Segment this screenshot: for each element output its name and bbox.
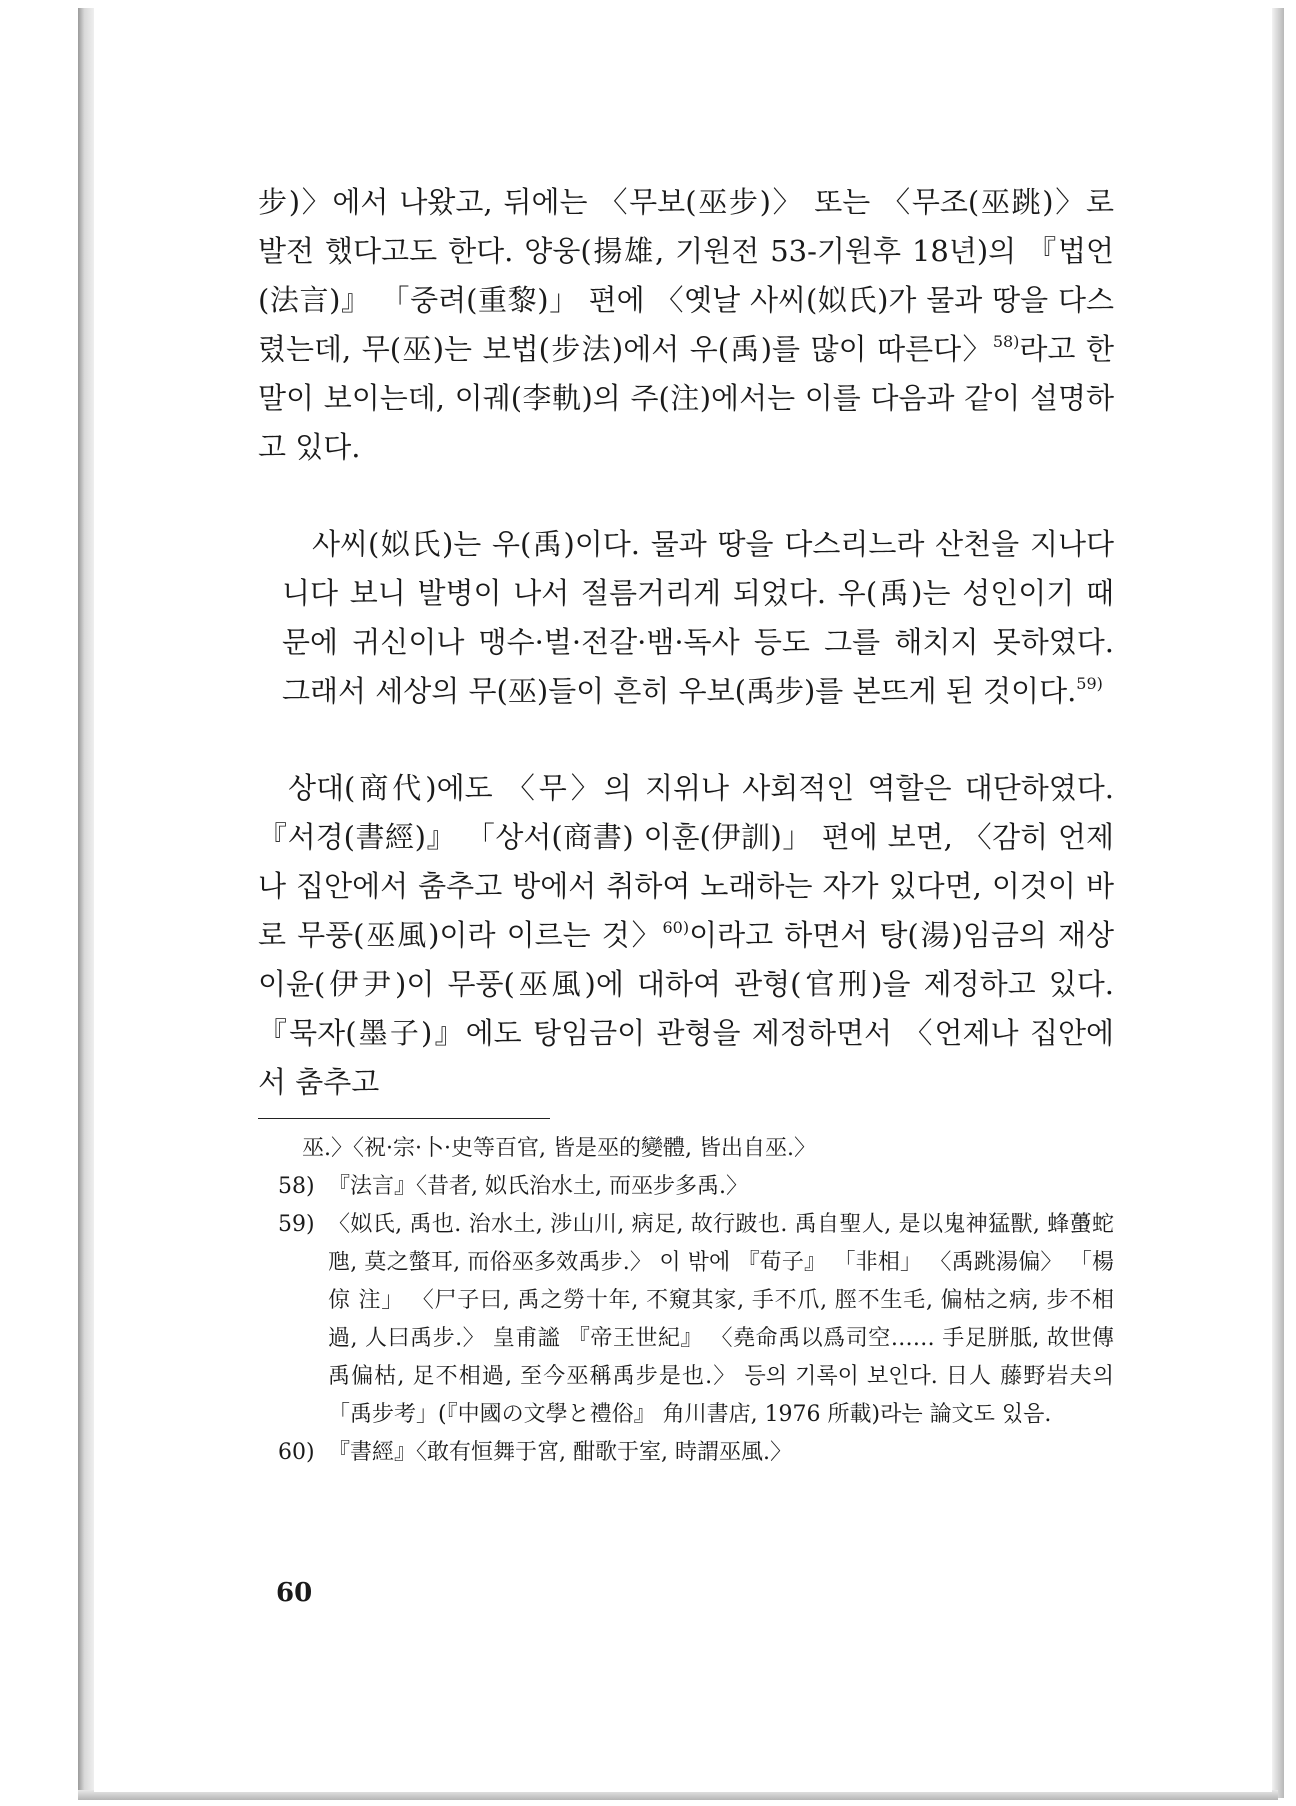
footnote-60 (278, 1434, 1114, 1472)
footnote-text: 〈姒氏, 禹也. 治水土, 涉山川, 病足, 故行跛也. 禹自聖人, 是以鬼神猛獸, 蜂蠆蛇虺, 莫之螫耳, 而俗巫多效禹步.〉 이 밖에 『荀子』 「非相」 〈禹跳湯偏〉 「楊倞 注」 〈尸子曰, 禹之勞十年, 不窺其家, 手不爪, 脛不生毛, 偏枯之病, 步不相過, 人曰禹步.〉 皇甫謐 『帝王世紀』 〈堯命禹以爲司空…… 手足胼胝, 故世傳禹偏枯, 足不相過, 至今巫稱禹步是也.〉 등의 기록이 보인다. 日人 藤野岩夫의 「禹步考」(『中國の文學と禮俗』 角川書店, 1976 所載)라는 論文도 있음. (328, 1212, 1114, 1427)
footnote-text: 『法言』〈昔者, 姒氏治水土, 而巫步多禹.〉 (328, 1174, 748, 1199)
footnote-59 (278, 1206, 1114, 1434)
body-paragraph-2 (258, 764, 1114, 1107)
paragraph-1-text-a: 步)〉에서 나왔고, 뒤에는 〈무보(巫步)〉 또는 〈무조(巫跳)〉로 발전 했다고도 한다. 양웅(揚雄, 기원전 53-기원후 18년)의 『법언(法言)』 「중려(重黎)」 편에 〈옛날 사씨(姒氏)가 물과 땅을 다스렸는데, 무(巫)는 보법(步法)에서 우(禹)를 많이 따른다〉 (258, 185, 1114, 366)
footnote-number: 59) (278, 1212, 315, 1237)
footnote-ref-60: 60) (662, 918, 690, 937)
footnote-separator (258, 1118, 550, 1119)
footnote-ref-59: 59) (1076, 674, 1103, 693)
paragraph-2-text-b: 이라고 하면서 탕(湯)임금의 재상 이윤(伊尹)이 무풍(巫風)에 대하여 관형(官刑)을 제정하고 있다. 『묵자(墨子)』에도 탕임금이 관형을 제정하면서 〈언제나 집안에서 춤추고 (258, 918, 1114, 1099)
paragraph-1-text-b: 라고 한 말이 보이는데, 이궤(李軌)의 주(注)에서는 이를 다음과 같이 설명하고 있다. (258, 332, 1114, 464)
footnotes (278, 1130, 1114, 1472)
body-paragraph-1 (258, 178, 1114, 472)
page-number: 60 (276, 1578, 313, 1608)
page-edge-left (78, 8, 94, 1798)
footnote-text: 『書經』〈敢有恒舞于宮, 酣歌于室, 時謂巫風.〉 (328, 1440, 792, 1465)
paragraph-2-text-a: 상대(商代)에도 〈무〉의 지위나 사회적인 역할은 대단하였다. 『서경(書經)』 「상서(商書) 이훈(伊訓)」 편에 보면, 〈감히 언제나 집안에서 춤추고 방에서 취하여 노래하는 자가 있다면, 이것이 바로 무풍(巫風)이라 이르는 것〉 (258, 771, 1114, 952)
footnote-58 (278, 1168, 1114, 1206)
footnote-number: 60) (278, 1440, 315, 1465)
footnote-continued-text: 巫.〉〈祝·宗·卜·史等百官, 皆是巫的變體, 皆出自巫.〉 (302, 1136, 816, 1161)
footnote-continued (278, 1130, 1114, 1168)
footnote-ref-58: 58) (992, 332, 1020, 351)
quote-text: 사씨(姒氏)는 우(禹)이다. 물과 땅을 다스리느라 산천을 지나다니다 보니 발병이 나서 절름거리게 되었다. 우(禹)는 성인이기 때문에 귀신이나 맹수·벌·전갈·뱀·독사 등도 그를 해치지 못하였다. 그래서 세상의 무(巫)들이 흔히 우보(禹步)를 본뜨게 된 것이다. (282, 527, 1114, 708)
block-quote (282, 520, 1114, 716)
footnote-number: 58) (278, 1174, 315, 1199)
page-edge-right (1272, 8, 1284, 1798)
